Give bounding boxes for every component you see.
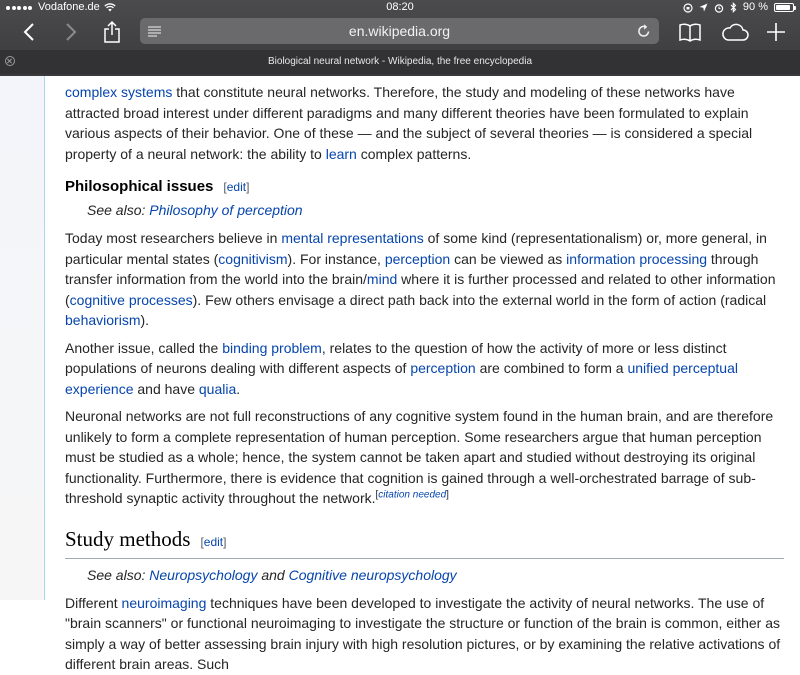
- link-information-processing[interactable]: information processing: [566, 250, 708, 267]
- paragraph-text: and have: [133, 380, 199, 397]
- see-also-note: [65, 200, 784, 220]
- paragraph: [65, 228, 784, 331]
- location-icon: [699, 3, 708, 12]
- cite-bracket: [: [375, 489, 379, 501]
- link-perception[interactable]: perception: [384, 250, 451, 267]
- paragraph-text: techniques have been developed to investigate the activity of neural networks. The use of "brain scanners" or functional neuroimaging to investigate the structure or function of the brain is common, either as simply a way of better assessing brain injury with high resolution pictures, or by examining the relative activations of different brain areas. Such: [65, 594, 781, 672]
- page-title: Biological neural network - Wikipedia, the free encyclopedia: [267, 56, 533, 67]
- page-content[interactable]: [0, 76, 800, 672]
- paragraph-text: Another issue, called the: [65, 339, 223, 356]
- see-also-note: [65, 565, 784, 585]
- paragraph: [65, 593, 784, 675]
- link-binding-problem[interactable]: binding problem: [222, 339, 322, 356]
- paragraph-text: are combined to form a: [475, 360, 628, 376]
- battery-icon: [774, 3, 794, 12]
- bookmarks-icon[interactable]: [676, 18, 704, 46]
- edit-section: [edit]: [223, 180, 250, 194]
- section-heading-study-methods: [65, 525, 784, 559]
- link-behaviorism[interactable]: behaviorism: [65, 312, 141, 328]
- edit-link[interactable]: edit: [203, 534, 224, 549]
- paragraph: [65, 338, 784, 400]
- edit-section: [edit]: [200, 534, 227, 549]
- heading-text: Study methods: [65, 526, 191, 551]
- alarm-icon: [714, 3, 724, 13]
- paragraph-text: , relates to the question of how the activity of more or less distinct populations of neurons dealing with different aspects of: [65, 339, 727, 376]
- heading-text: Philosophical issues: [65, 178, 214, 195]
- link-cognitive-processes[interactable]: cognitive processes: [69, 291, 193, 308]
- orientation-lock-icon: [683, 3, 693, 13]
- paragraph-text: can be viewed as: [450, 250, 567, 267]
- paragraph-text: Today most researchers believe in: [65, 230, 282, 246]
- link-neuropsychology[interactable]: Neuropsychology: [149, 566, 258, 583]
- citation-needed: [376, 489, 449, 500]
- link-cognitive-neuropsychology[interactable]: Cognitive neuropsychology: [288, 566, 457, 583]
- safari-chrome: [0, 0, 800, 76]
- reload-icon[interactable]: [637, 23, 651, 39]
- paragraph-text: that constitute neural networks. Therefore, the study and modeling of these networks have attracted broad interest under different paradigms and many different theories have been formulated to explain various aspects of their behavior. One of these — and the subject of several theories — is considered a special property of a neural network: the ability to: [65, 84, 753, 162]
- link-mental-representations[interactable]: mental representations: [281, 230, 424, 246]
- link-qualia[interactable]: qualia: [198, 380, 237, 397]
- link-cognitivism[interactable]: cognitivism: [218, 250, 288, 267]
- paragraph-text: of some kind (representationalism) or, more general, in particular mental states (: [65, 230, 767, 267]
- address-bar[interactable]: [140, 18, 659, 44]
- url-text[interactable]: en.wikipedia.org: [348, 23, 451, 39]
- see-also-label: See also:: [87, 202, 150, 218]
- paragraph-text: where it is further processed and related to other information (: [65, 271, 776, 308]
- battery-percent: 90 %: [742, 1, 768, 13]
- share-icon[interactable]: [100, 18, 124, 46]
- paragraph-text: Neuronal networks are not full reconstructions of any cognitive system found in the human brain, and are therefore unlikely to form a complete representation of human perception. Some researchers argue that human perception must be studied as a whole; hence, the system cannot be taken apart and studied without destroying its original functionality. Furthermore, there is evidence that cognition is gained through a well-orchestrated barrage of sub-threshold synaptic activity throughout the network.: [65, 408, 774, 506]
- link-citation-needed[interactable]: citation needed: [378, 489, 447, 501]
- paragraph: [65, 406, 784, 509]
- edit-link[interactable]: edit: [226, 180, 247, 194]
- link-philosophy-of-perception[interactable]: Philosophy of perception: [149, 202, 303, 218]
- bluetooth-icon: [730, 2, 737, 13]
- paragraph-text: ). For instance,: [287, 250, 385, 267]
- battery-level: [776, 5, 790, 10]
- cite-bracket: ]: [446, 489, 449, 501]
- new-tab-icon[interactable]: [764, 18, 788, 46]
- intro-paragraph: [65, 82, 784, 164]
- paragraph-text: ). Few others envisage a direct path back into the external world in the form of action (radical: [192, 291, 767, 308]
- link-neuroimaging[interactable]: neuroimaging: [121, 594, 207, 611]
- article-body: [44, 76, 800, 672]
- close-tab-icon[interactable]: [5, 56, 15, 66]
- link-unified-perceptual-experience[interactable]: unified perceptual experience: [65, 360, 738, 397]
- carrier-name: Vodafone.de: [38, 1, 100, 13]
- forward-icon[interactable]: [60, 18, 82, 46]
- link-mind[interactable]: mind: [366, 271, 398, 287]
- paragraph-text: complex patterns.: [356, 145, 472, 162]
- paragraph-text: .: [236, 380, 241, 397]
- paragraph-text: ).: [140, 312, 150, 328]
- status-bar: [0, 0, 800, 15]
- status-time: 08:20: [386, 1, 414, 13]
- link-complex-systems[interactable]: complex systems: [65, 84, 173, 100]
- tab-title-bar[interactable]: [0, 50, 800, 74]
- section-heading-philosophical: [65, 176, 784, 198]
- see-also-label: See also:: [87, 566, 150, 583]
- cloud-tabs-icon[interactable]: [718, 18, 752, 46]
- back-icon[interactable]: [18, 18, 40, 46]
- paragraph-text: Different: [65, 594, 122, 611]
- link-perception-2[interactable]: perception: [410, 360, 476, 376]
- paragraph-text: through transfer information from the world into the brain/: [65, 250, 759, 287]
- link-learn[interactable]: learn: [325, 145, 357, 162]
- see-also-and: and: [257, 566, 289, 583]
